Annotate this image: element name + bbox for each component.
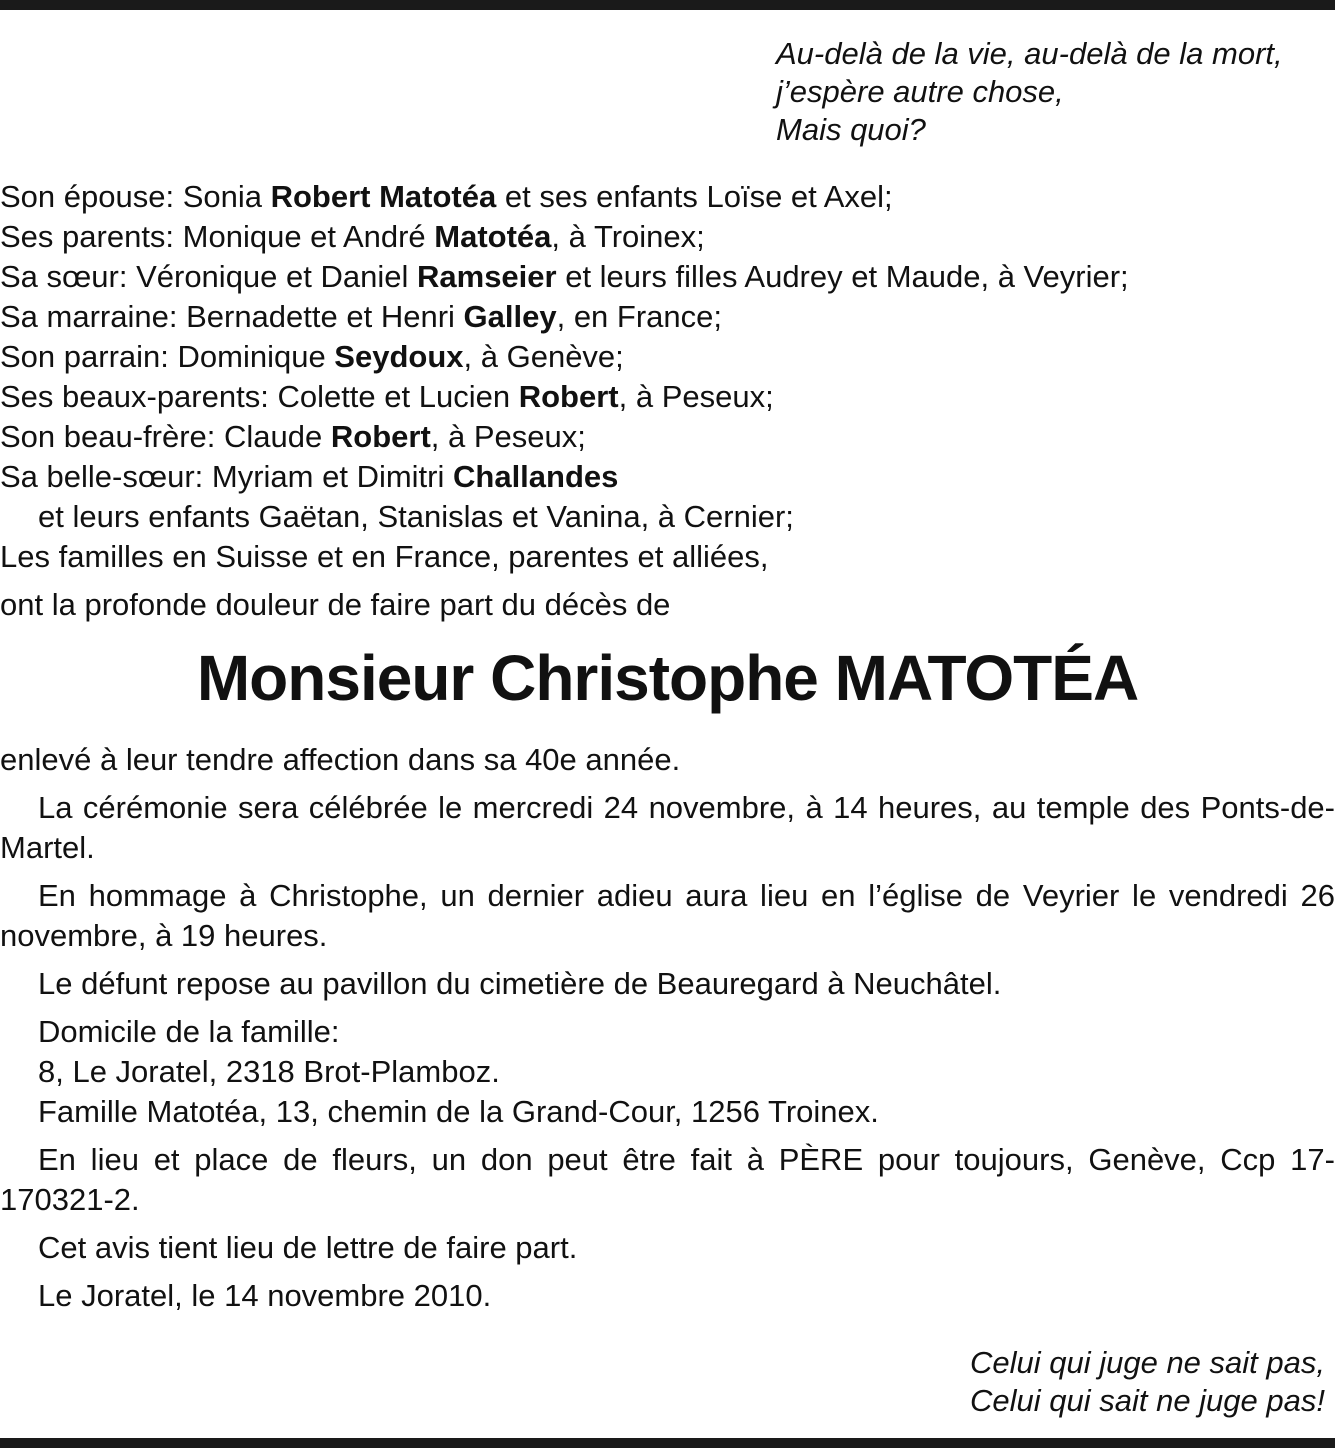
domicile-label: Domicile de la famille: [38,1014,340,1049]
family-line: Sa marraine: Bernadette et Henri Galley, en France; [0,299,723,334]
family-line: Son beau-frère: Claude Robert, à Peseux; [0,419,586,454]
epigraph-line: Au-delà de la vie, au-delà de la mort, [776,36,1283,71]
domicile-address: Famille Matotéa, 13, chemin de la Grand-Cour, 1256 Troinex. [38,1094,879,1129]
family-line: Sa sœur: Véronique et Daniel Ramseier et leurs filles Audrey et Maude, à Veyrier; [0,259,1129,294]
epigraph-line: Mais quoi? [776,112,926,147]
family-line: Ses parents: Monique et André Matotéa, à Troinex; [0,219,705,254]
place-date-paragraph: Le Joratel, le 14 novembre 2010. [38,1278,492,1313]
closing-epigraph [970,1344,1325,1420]
epigraph-line: Celui qui juge ne sait pas, [969,1345,1325,1380]
announcement-text: ont la profonde douleur de faire part du décès de [0,587,671,622]
bottom-border-rule [0,1438,1335,1448]
domicile-address: 8, Le Joratel, 2318 Brot-Plamboz. [38,1054,500,1089]
family-line: Ses beaux-parents: Colette et Lucien Robert, à Peseux; [0,379,774,414]
domicile-paragraph [0,1012,1335,1132]
ceremony-paragraph: La cérémonie sera célébrée le mercredi 24 novembre, à 14 heures, au temple des Ponts-de-Martel. [0,790,1335,865]
donation-paragraph: En lieu et place de fleurs, un don peut être fait à PÈRE pour toujours, Genève, Ccp 17-170321-2. [0,1142,1335,1217]
epigraph-line: j’espère autre chose, [776,74,1064,109]
family-line: Son épouse: Sonia Robert Matotéa et ses enfants Loïse et Axel; [0,179,893,214]
hommage-paragraph: En hommage à Christophe, un dernier adieu aura lieu en l’église de Veyrier le vendredi 26 novembre, à 19 heures. [0,878,1335,953]
top-border-rule [0,0,1335,10]
avis-paragraph: Cet avis tient lieu de lettre de faire part. [38,1230,578,1265]
age-paragraph: enlevé à leur tendre affection dans sa 40e année. [0,742,681,777]
epigraph-line: Celui qui sait ne juge pas! [969,1383,1325,1418]
family-list [0,177,1129,577]
repose-paragraph: Le défunt repose au pavillon du cimetière de Beauregard à Neuchâtel. [38,966,1002,1001]
family-line: Son parrain: Dominique Seydoux, à Genève; [0,339,624,374]
family-line: Sa belle-sœur: Myriam et Dimitri Challandes [0,459,619,494]
notice-body [0,740,1335,1324]
deceased-name: Monsieur Christophe MATOTÉA [196,642,1139,714]
family-line: et leurs enfants Gaëtan, Stanislas et Vanina, à Cernier; [38,499,794,534]
family-line: Les familles en Suisse et en France, parentes et alliées, [0,539,769,574]
opening-epigraph [776,35,1283,149]
